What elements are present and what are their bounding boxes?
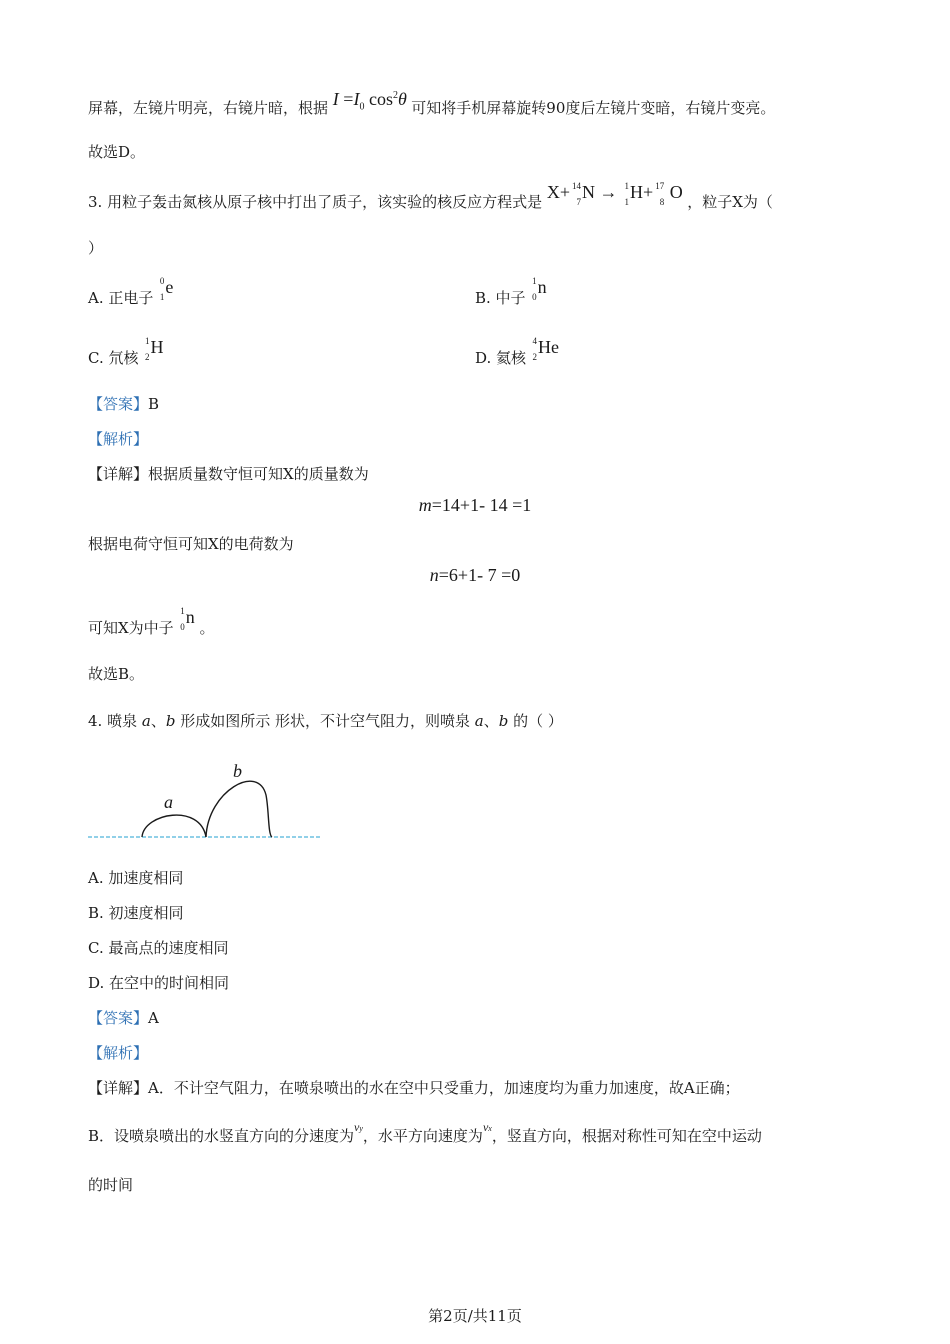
vx-symbol: vx <box>482 1120 492 1134</box>
text-line-1 <box>88 89 776 126</box>
q3-option-b: B. 中子 1 0 n <box>475 276 547 307</box>
line1-before: 屏幕，左镜片明亮，右镜片暗，根据 <box>88 99 329 117</box>
q3-equation-mass: m=14+1- 14 =1 <box>418 495 532 515</box>
q4-detail-a: 【详解】A．不计空气阻力，在喷泉喷出的水在空中只受重力，加速度均为重力加速度，故A正确； <box>88 1079 740 1097</box>
fountain-arc-b <box>206 781 272 837</box>
q4-detail-b-cont: 的时间 <box>88 1176 134 1194</box>
q4-option-b: B. 初速度相同 <box>88 904 184 922</box>
formula-intensity: $I =I_0$ $\cos^2\theta$ <box>332 89 407 113</box>
q3-option-c: C. 氘核 1 2 H <box>88 336 164 367</box>
q3-analysis-tag: 【解析】 <box>88 430 149 448</box>
page-footer: 第2页/共11页 <box>428 1307 522 1325</box>
q3-equation-charge: n=6+1- 7 =0 <box>429 565 521 585</box>
conclusion-1: 故选D。 <box>88 143 146 161</box>
q3-close-paren: ） <box>88 239 104 257</box>
line1-after: 可知将手机屏幕旋转90度后左镜片变暗，右镜片变亮。 <box>411 99 776 117</box>
q4-stem: 4. 喷泉 a、b 形成如图所示 形状，不计空气阻力，则喷泉 a、b 的（ ） <box>88 712 563 730</box>
q4-option-a: A. 加速度相同 <box>88 869 184 887</box>
q3-option-d: D. 氦核 4 2 He <box>475 336 560 367</box>
fountain-label-b: b <box>233 761 242 781</box>
q4-option-d: D. 在空中的时间相同 <box>88 974 230 992</box>
q3-stem: 3. 用粒子轰击氮核从原子核中打出了质子，该实验的核反应方程式是 X+ 14 7 N → 1 1 H+ 17 8 O ，粒子X为（ <box>88 181 773 212</box>
q3-conclusion: 故选B。 <box>88 665 145 683</box>
q4-analysis-tag: 【解析】 <box>88 1044 149 1062</box>
q3-detail-3: 可知X为中子 1 0 n 。 <box>88 606 215 637</box>
vy-symbol: vy <box>354 1120 363 1134</box>
q3-answer: 【答案】B <box>88 395 160 413</box>
fountain-label-a: a <box>164 792 173 812</box>
q3-detail-1: 【详解】根据质量数守恒可知X的质量数为 <box>88 465 369 483</box>
q4-detail-b: B．设喷泉喷出的水竖直方向的分速度为$^{vy}$，水平方向速度为$^{vx}$，竖直方向，根据对称性可知在空中运动 <box>88 1120 762 1145</box>
fountain-figure <box>80 755 340 850</box>
q4-option-c: C. 最高点的速度相同 <box>88 939 229 957</box>
fountain-arc-a <box>142 815 206 837</box>
q3-detail-2: 根据电荷守恒可知X的电荷数为 <box>88 535 294 553</box>
q3-option-a: A. 正电子 0 1 e <box>88 276 174 307</box>
q4-answer: 【答案】A <box>88 1009 159 1027</box>
q3-reaction-equation: X+ 14 7 N → 1 1 H+ 17 8 O <box>546 181 683 207</box>
